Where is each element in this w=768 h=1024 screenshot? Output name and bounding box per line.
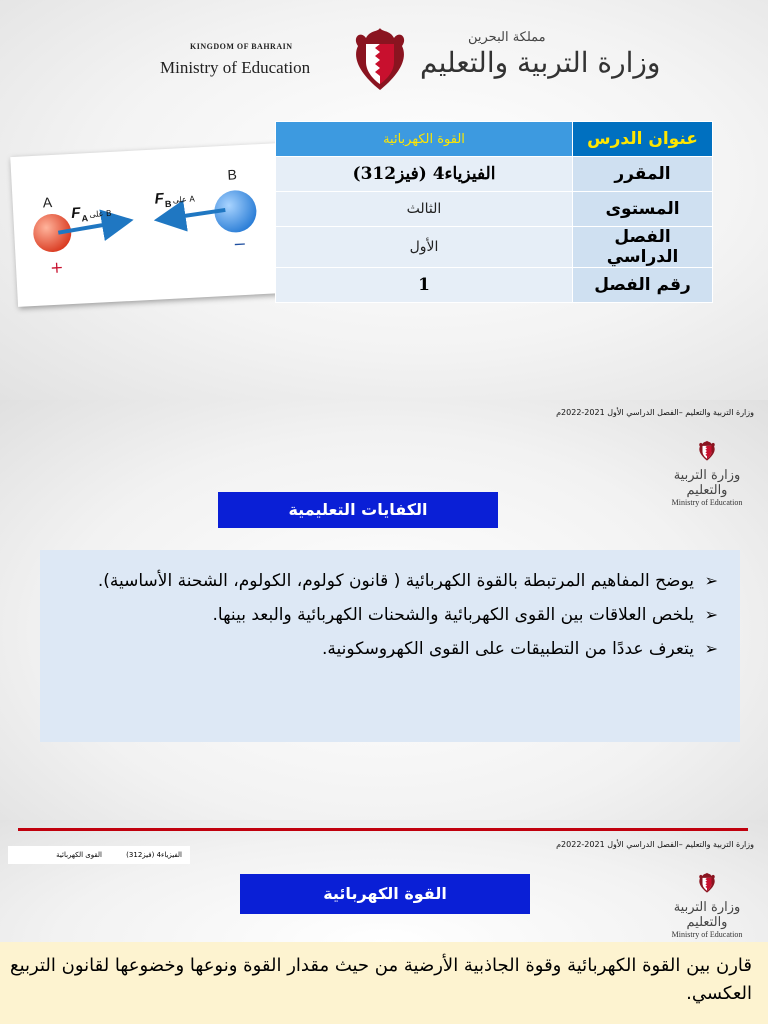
list-item [52, 632, 718, 666]
row-value: القوة الكهربائية [276, 122, 573, 157]
row-value: الفيزياء4 (فيز312) [276, 157, 573, 192]
kingdom-arabic-label: مملكة البحرين [468, 30, 546, 45]
table-row [276, 157, 713, 192]
list-item [52, 598, 718, 632]
sign-a: + [49, 257, 64, 278]
electric-force-title: القوة الكهربائية [240, 874, 530, 914]
list-item-text: يتعرف عددًا من التطبيقات على القوى الكهروسكونية. [322, 639, 694, 659]
row-key: رقم الفصل [573, 268, 713, 303]
course-tag [8, 846, 190, 864]
row-key: الفصل الدراسي [573, 227, 713, 268]
lesson-info-table [275, 121, 713, 303]
label-a: A [42, 194, 53, 211]
ministry-english-label: Ministry of Education [671, 498, 743, 507]
competencies-title: الكفايات التعليمية [218, 492, 498, 528]
question-text: قارن بين القوة الكهربائية وقوة الجاذبية الأرضية من حيث مقدار القوة ونوعها وخضوعها لقانون التربيع العكسي. [10, 955, 752, 1004]
tag-course: الفيزياء4 (فيز312) [126, 851, 182, 859]
ministry-arabic-label: وزارة التربية والتعليم [673, 468, 741, 498]
table-row [276, 122, 713, 157]
force-b-subscript: B [164, 198, 172, 210]
list-item-text: يلخص العلاقات بين القوى الكهربائية والشحنات الكهربائية والبعد بينها. [212, 605, 694, 625]
checkmark-arrow-icon: ➢ [704, 605, 718, 624]
charges-diagram [10, 143, 285, 307]
footer-line [18, 828, 748, 831]
bahrain-crest-icon [352, 28, 408, 92]
slide-lesson-info [0, 0, 768, 400]
footer-text: وزارة التربية والتعليم –الفصل الدراسي الأول 2021-2022م [556, 840, 754, 849]
ministry-arabic-label: وزارة التربية والتعليم [673, 900, 741, 930]
slide-electric-force [0, 820, 768, 1024]
force-b-symbol: F [154, 190, 165, 208]
force-b-relation: على A [172, 194, 196, 205]
competencies-list [40, 550, 740, 742]
row-value: 1 [276, 268, 573, 303]
bahrain-crest-icon [698, 872, 716, 894]
charges-figure [10, 143, 285, 307]
label-b: B [227, 166, 238, 183]
ministry-label: Ministry of Education [160, 58, 311, 77]
checkmark-arrow-icon: ➢ [704, 571, 718, 590]
table-row [276, 227, 713, 268]
bahrain-crest-icon [698, 440, 716, 462]
ministry-logo [662, 440, 752, 507]
kingdom-label: KINGDOM OF BAHRAIN [190, 42, 293, 51]
checkmark-arrow-icon: ➢ [704, 639, 718, 658]
list-item-text: يوضح المفاهيم المرتبطة بالقوة الكهربائية ( قانون كولوم، الكولوم، الشحنة الأساسية). [97, 571, 694, 591]
row-key: المقرر [573, 157, 713, 192]
ministry-logo [662, 872, 752, 939]
row-value: الأول [276, 227, 573, 268]
tag-topic: القوى الكهربائية [56, 851, 102, 859]
ministry-arabic-label: وزارة التربية والتعليم [420, 46, 661, 79]
table-row [276, 192, 713, 227]
slide-competencies [0, 400, 768, 820]
row-value: الثالث [276, 192, 573, 227]
force-a-relation: على B [89, 208, 112, 220]
row-key: عنوان الدرس [573, 122, 713, 157]
force-a-subscript: A [81, 213, 89, 224]
list-item [52, 564, 718, 598]
table-row [276, 268, 713, 303]
row-key: المستوى [573, 192, 713, 227]
footer-text: وزارة التربية والتعليم –الفصل الدراسي الأول 2021-2022م [556, 408, 754, 417]
force-a-symbol: F [70, 204, 81, 222]
sign-b: − [232, 233, 247, 254]
question-box [0, 942, 768, 1024]
ministry-english-label: Ministry of Education [671, 930, 743, 939]
